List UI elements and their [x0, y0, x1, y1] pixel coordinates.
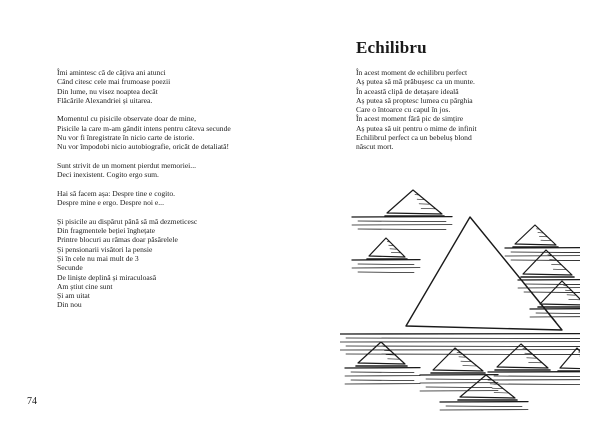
- poem-line: Hai să facem așa: Despre tine e cogito.: [57, 188, 176, 198]
- poem-line: Despre mine e ergo. Despre noi e...: [57, 198, 164, 208]
- water-line: [494, 376, 580, 377]
- water-line: [494, 384, 580, 385]
- poem-line: Și pensionarii visători la pensie: [57, 244, 153, 254]
- poem-line: Aș putea să proptesc lumea cu pârghia: [356, 95, 473, 105]
- poem-line: Secunde: [57, 263, 83, 273]
- poem-line: Echilibrul perfect ca un bebeluș blond: [356, 133, 472, 143]
- water-line: [351, 380, 414, 381]
- small-pyramid-outline: [369, 238, 405, 257]
- poem-line: Printre blocuri au rămas doar păsărelele: [57, 235, 178, 245]
- poem-line: Din fragmentele beției înghețate: [57, 226, 156, 236]
- small-pyramid-outline: [523, 250, 572, 275]
- poem-line: Care o întoarce cu capul în jos.: [356, 105, 451, 115]
- poem-line: Și pisicile au dispărut până să mă dezmeticesc: [57, 216, 198, 226]
- mountains-and-water-drawing: [340, 185, 580, 415]
- water-line: [446, 406, 522, 407]
- stanza: [57, 68, 231, 105]
- poem-line: Aș putea să uit pentru o mime de infinit: [356, 123, 477, 133]
- small-pyramid-outline: [515, 225, 556, 245]
- water-line: [511, 260, 580, 261]
- water-line: [426, 379, 492, 380]
- water-line: [346, 354, 580, 355]
- small-pyramid-outline: [433, 348, 483, 371]
- poem-line: Sunt strivit de un moment pierdut memoriei...: [57, 160, 196, 170]
- water-line: [346, 346, 580, 347]
- stanza: [57, 161, 231, 180]
- stanza: [57, 189, 231, 208]
- small-pyramid-outline: [560, 348, 580, 369]
- water-line: [426, 387, 492, 388]
- poem-line: Momentul cu pisicile observate doar de mine,: [57, 114, 196, 124]
- small-pyramid-outline: [358, 342, 405, 364]
- water-line: [358, 221, 446, 222]
- left-poem: [57, 68, 231, 319]
- page-number: 74: [27, 396, 37, 407]
- poem-line: În acest moment de echilibru perfect: [356, 68, 468, 77]
- poem-line: Îmi amintesc că de câțiva ani atunci: [57, 68, 166, 77]
- poem-title: Echilibru: [356, 38, 427, 57]
- poem-line: Când citesc cele mai frumoase poezii: [57, 77, 171, 87]
- poem-line: Flăcările Alexandriei și uitarea.: [57, 95, 153, 105]
- water-line: [511, 252, 580, 253]
- poem-line: Am știut cine sunt: [57, 281, 113, 291]
- water-line: [358, 264, 414, 265]
- water-line: [358, 229, 446, 230]
- stanza: [57, 114, 231, 151]
- small-pyramid-outline: [460, 375, 515, 398]
- stanza: [57, 217, 231, 310]
- poem-line: Deci inexistent. Cogito ergo sum.: [57, 170, 159, 180]
- water-line: [351, 372, 414, 373]
- poem-line: Nu vor fi înregistrate în nicio carte de istorie.: [57, 133, 195, 143]
- water-line: [524, 284, 580, 285]
- small-pyramid-outline: [387, 190, 442, 214]
- stanza: [356, 68, 477, 152]
- poem-line: Nu vor împodobi nicio autobiografie, oricât de detaliată!: [57, 142, 230, 152]
- poem-line: De liniște deplină și miraculoasă: [57, 272, 157, 282]
- poem-line: Pisicile la care m-am gândit intens pentru câteva secunde: [57, 123, 231, 133]
- water-line: [346, 338, 580, 339]
- small-pyramid-outline: [497, 344, 548, 368]
- water-line: [358, 272, 414, 273]
- poem-line: Aș putea să mă prăbușesc ca un munte.: [356, 77, 475, 87]
- poem-line: Din nou: [57, 300, 82, 310]
- poem-line: Și în cele nu mai mult de 3: [57, 253, 139, 263]
- water-line: [536, 313, 580, 314]
- poem-line: născut mort.: [356, 142, 394, 152]
- right-poem: [356, 68, 477, 161]
- poem-line: Și am uitat: [57, 291, 90, 301]
- poem-line: În această clipă de detașare ideală: [356, 86, 459, 96]
- poem-line: Din lume, nu visez noaptea decât: [57, 86, 158, 96]
- poem-line: În acest moment fără pic de simțire: [356, 114, 464, 124]
